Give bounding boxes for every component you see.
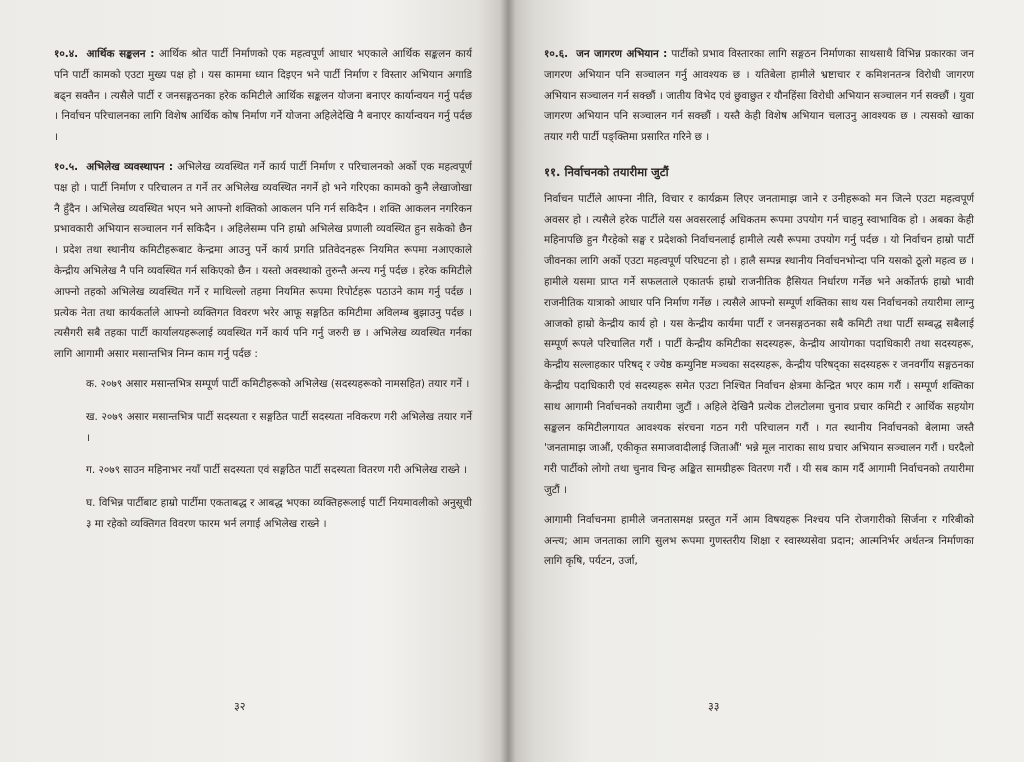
list-item: घ. विभिन्न पार्टीबाट हाम्रो पार्टीमा एकताबद्ध र आबद्ध भएका व्यक्तिहरूलाई पार्टी नियमावलीको अनुसूची ३ मा रहेको व्यक्तिगत विवरण फारम भर्न लगाई अभिलेख राख्ने । xyxy=(86,497,472,530)
section-body: अभिलेख व्यवस्थित गर्ने कार्य पार्टी निर्माण र परिचालनको अर्को एक महत्वपूर्ण पक्ष हो । पार्टी निर्माण र परिचालन त गर्ने तर अभिलेख व्यवस्थित नगर्ने हो भने गरिएका कामको कुनै लेखाजोखा नै हुँदैन । अभिलेख व्यवस्थित भएन भने आफ्नो शक्तिको आकलन पनि गर्न सकिदैन । शक्ति आकलन नगरिकन प्रभावकारी अभियान सञ्चालन गर्न सकिदैन । अहिलेसम्म पनि हाम्रो अभिलेख प्रणाली व्यवस्थित हुन सकेको छैन । प्रदेश तथा स्थानीय कमिटीहरूबाट केन्द्रमा आउनु पर्ने कार्य प्रगति प्रतिवेदनहरू नियमित रूपमा नआएकाले केन्द्रीय अभिलेख नै पनि व्यवस्थित गर्न सकिएको छैन । यस्तो अवस्थाको तुरुन्तै अन्त्य गर्नु पर्दछ । हरेक कमिटीले आफ्नो तहको अभिलेख व्यवस्थित गर्ने र माथिल्लो तहमा नियमित रूपमा रिपोर्टहरू पठाउने काम गर्नु पर्दछ । प्रत्येक नेता तथा कार्यकर्ताले आफ्नो व्यक्तिगत विवरण भरेर आफू सङ्गठित कमिटीमा अविलम्ब बुझाउनु पर्दछ । त्यसैगरी सबै तहका पार्टी कार्यालयहरूलाई व्यवस्थित गर्ने कार्य पनि गर्नु जरुरी छ । अभिलेख व्यवस्थित गर्नका लागि आगामी असार मसान्तभित्र निम्न काम गर्नु पर्दछ : xyxy=(54,160,472,361)
section-10-6 xyxy=(544,44,974,148)
section-heading: अभिलेख व्यवस्थापन : xyxy=(86,160,173,173)
paragraph: निर्वाचन पार्टीले आफ्ना नीति, विचार र कार्यक्रम लिएर जनतामाझ जाने र उनीहरूको मन जित्ने एउटा महत्वपूर्ण अवसर हो । त्यसैले हरेक पार्टीले यस अवसरलाई अधिकतम रूपमा उपयोग गर्न चाहनु स्वाभाविक हो । अबका केही महिनापछि हुन गैरहेको सङ्घ र प्रदेशको निर्वाचनलाई हामीले त्यसै रूपमा उपयोग गर्नु पर्दछ । यो निर्वाचन हाम्रो पार्टी जीवनका लागि अर्को एउटा महत्वपूर्ण परिघटना हो । हालै सम्पन्न स्थानीय निर्वाचनभोन्दा पनि यसको ठूलो महत्व छ । हामीले यसमा प्राप्त गर्ने सफलताले एकातर्फ हाम्रो राजनीतिक हैसियत निर्धारण गर्नेछ भने अर्कोतर्फ हाम्रो भावी राजनीतिक यात्राको आधार पनि निर्माण गर्नेछ । त्यसैले आफ्नो सम्पूर्ण शक्तिका साथ यस निर्वाचनको तयारीमा लाग्नु आजको हाम्रो केन्द्रीय कार्य हो । यस केन्द्रीय कार्यमा पार्टी र जनसङ्गठनका सबै कमिटी तथा पार्टी सम्बद्ध सबैलाई सम्पूर्ण रूपले परिचालित गरौं । पार्टी केन्द्रीय कमिटीका सदस्यहरू, केन्द्रीय आयोगका पदाधिकारी तथा सदस्यहरू, केन्द्रीय सल्लाहकार परिषद् र ज्येष्ठ कम्युनिष्ट मञ्चका सदस्यहरू, केन्द्रीय परिषद्का सदस्यहरू र जनवर्गीय सङ्गठनका केन्द्रीय पदाधिकारी एवं सदस्यहरू समेत एउटा निश्चित निर्वाचन क्षेत्रमा केन्द्रित भएर काम गरौं । सम्पूर्ण शक्तिका साथ आगामी निर्वाचनको तयारीमा जुटौं । अहिले देखिनै प्रत्येक टोलटोलमा चुनाव प्रचार कमिटी र आर्थिक सहयोग सङ्कलन कमिटीलगायत आवश्यक संरचना गठन गरी परिचालन गरौं । गत स्थानीय निर्वाचनको बेलामा जस्तै 'जनतामाझ जाऔं, एकीकृत समाजवादीलाई जिताऔं' भन्ने मूल नाराका साथ प्रचार अभियान सञ्चालन गरौं । घरदैलो गरी पार्टीको लोगो तथा चुनाव चिन्ह अङ्कित सामग्रीहरू वितरण गरौं । यी सब काम गर्दै आगामी निर्वाचनको तयारीमा जुटौं । xyxy=(544,192,974,496)
list-item: ग. २०७९ साउन महिनाभर नयाँ पार्टी सदस्यता एवं सङ्गठित पार्टी सदस्यता वितरण गरी अभिलेख राख्ने । xyxy=(86,464,467,477)
page-number: ३३ xyxy=(708,700,720,714)
section-number: १०.४. xyxy=(54,48,79,60)
section-number: १०.६. xyxy=(544,48,569,60)
section-number: १०.५. xyxy=(54,160,79,173)
chapter-title: ११. निर्वाचनको तयारीमा जुटौं xyxy=(544,164,669,179)
record-tasks-list xyxy=(86,374,472,535)
section-heading: आर्थिक सङ्कलन : xyxy=(86,48,155,60)
section-10-4 xyxy=(54,44,472,148)
list-item: क. २०७९ असार मसान्तभित्र सम्पूर्ण पार्टी कमिटीहरूको अभिलेख (सदस्यहरूको नामसहित) तयार गर्ने । xyxy=(86,377,470,390)
section-body: पार्टीको प्रभाव विस्तारका लागि सङ्गठन निर्माणका साथसाथै विभिन्न प्रकारका जन जागरण अभियान पनि सञ्चालन गर्नु आवश्यक छ । यतिबेला हामीले भ्रष्टाचार र कमिशनतन्त्र विरोधी जागरण अभियान सञ्चालन गर्न सक्छौं । जातीय विभेद एवं छुवाछुत र यौनहिंसा विरोधी अभियान सञ्चालन गर्न सक्छौं । युवा जागरण अभियान पनि सञ्चालन गर्न सक्छौं । यस्तै केही विशेष अभियान चलाउनु आवश्यक छ । त्यसको खाका तयार गरी पार्टी पङ्क्तिमा प्रसारित गरिने छ । xyxy=(544,48,974,144)
book-gutter xyxy=(500,0,516,762)
right-page xyxy=(508,0,1024,762)
section-10-5 xyxy=(54,157,472,365)
section-body: आर्थिक श्रोत पार्टी निर्माणको एक महत्वपूर्ण आधार भएकाले आर्थिक सङ्कलन कार्य पनि पार्टी कामको एउटा मुख्य पक्ष हो । यस काममा ध्यान दिइएन भने पार्टी निर्माण र विस्तार अभियान अगाडि बढ्न सक्तैन । त्यसैले पार्टी र जनसङ्गठनका हरेक कमिटीले आर्थिक सङ्कलन योजना बनाएर कार्यान्वयन गर्नु पर्दछ । निर्वाचन परिचालनका लागि विशेष आर्थिक कोष निर्माण गर्ने योजना अहिलेदेखि नै बनाएर कार्यान्वयन गर्नु पर्दछ । xyxy=(54,48,472,144)
paragraph: आगामी निर्वाचनमा हामीले जनतासमक्ष प्रस्तुत गर्ने आम विषयहरू निश्चय पनि रोजगारीको सिर्जना र गरिबीको अन्त्य; आम जनताका लागि सुलभ रूपमा गुणस्तरीय शिक्षा र स्वास्थ्यसेवा प्रदान; आत्मनिर्भर अर्थतन्त्र निर्माणका लागि कृषि, पर्यटन, उर्जा, xyxy=(544,513,974,568)
section-heading: जन जागरण अभियान : xyxy=(576,48,668,60)
page-number: ३२ xyxy=(234,700,246,714)
left-page xyxy=(0,0,508,762)
list-item: ख. २०७९ असार मसान्तभित्र पार्टी सदस्यता र सङ्गठित पार्टी सदस्यता नविकरण गरी अभिलेख तयार गर्ने । xyxy=(86,410,472,444)
